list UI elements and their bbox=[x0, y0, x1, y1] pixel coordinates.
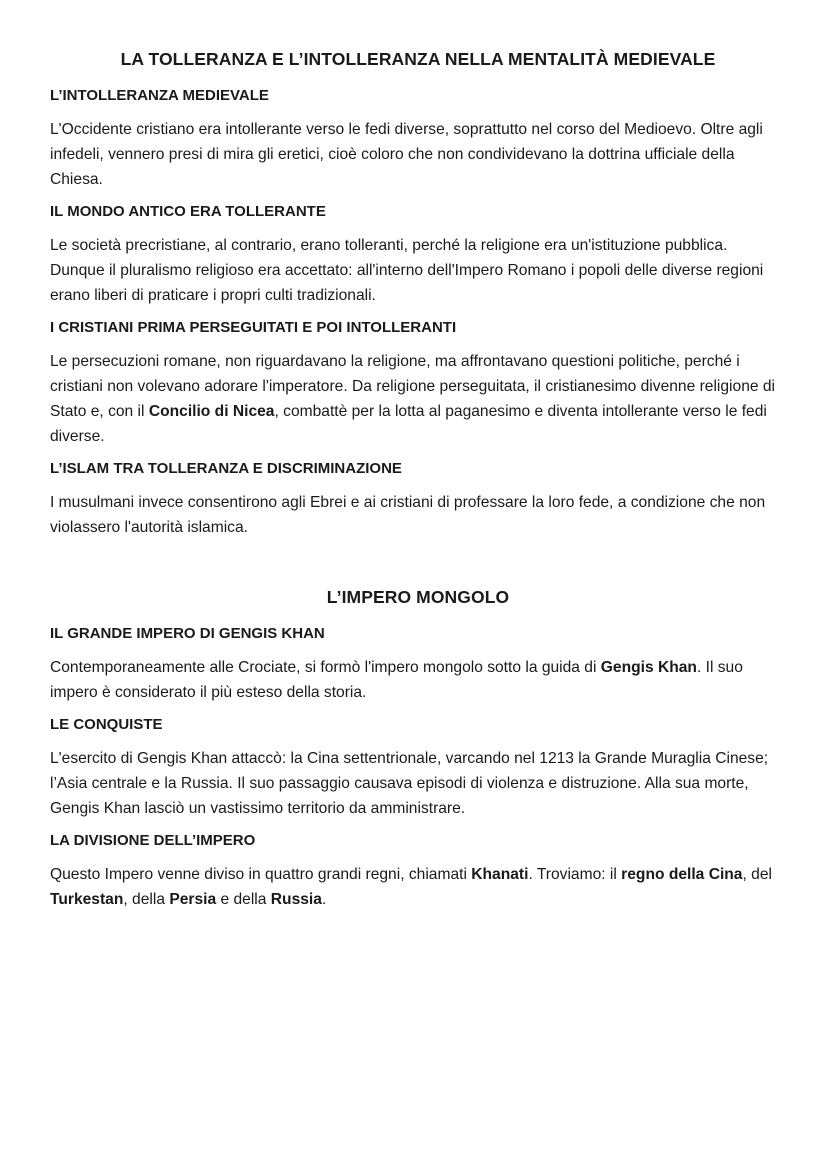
document-page bbox=[50, 48, 786, 922]
bold-term: Concilio di Nicea bbox=[148, 403, 275, 420]
document-title: LA TOLLERANZA E L’INTOLLERANZA NELLA MENTALITÀ MEDIEVALE bbox=[120, 49, 716, 69]
text-run: . bbox=[321, 891, 327, 908]
section-heading-mondo-antico: IL MONDO ANTICO ERA TOLLERANTE bbox=[50, 203, 326, 220]
section-heading-divisione: LA DIVISIONE DELL’IMPERO bbox=[50, 832, 256, 849]
bold-term: Gengis Khan bbox=[600, 659, 697, 676]
paragraph-mondo-antico: Le società precristiane, al contrario, erano tolleranti, perché la religione era un'istituzione pubblica. Dunque il pluralismo religioso era accettato: all'interno dell'Impero Romano i popoli delle diverse regioni erano liberi di praticare i propri culti tradizionali. bbox=[50, 237, 764, 304]
bold-term: Persia bbox=[169, 891, 217, 908]
section-heading-islam: L’ISLAM TRA TOLLERANZA E DISCRIMINAZIONE bbox=[50, 460, 402, 477]
paragraph-cristiani bbox=[50, 349, 786, 449]
section-heading-intolleranza: L’INTOLLERANZA MEDIEVALE bbox=[50, 87, 269, 104]
text-run: , combattè per la lotta al paganesimo e diventa intollerante verso le fedi diverse. bbox=[50, 403, 767, 445]
paragraph-islam: I musulmani invece consentirono agli Ebrei e ai cristiani di professare la loro fede, a condizione che non violassero l'autorità islamica. bbox=[50, 494, 766, 536]
document-title-mongolo: L’IMPERO MONGOLO bbox=[326, 587, 510, 607]
text-run: , del bbox=[742, 866, 772, 883]
paragraph-gengis-khan bbox=[50, 655, 786, 705]
section-heading-conquiste: LE CONQUISTE bbox=[50, 716, 163, 733]
bold-term: Turkestan bbox=[50, 891, 124, 908]
bold-term: Khanati bbox=[471, 866, 529, 883]
text-run: Le persecuzioni romane, non riguardavano la religione, ma affrontavano questioni politiche, perché i cristiani non volevano adorare l'imperatore. Da religione perseguitata, il cristianesimo divenne religione di Stato e, con il bbox=[50, 353, 776, 420]
paragraph-divisione bbox=[50, 862, 786, 912]
text-run: . Il suo impero è considerato il più esteso della storia. bbox=[50, 659, 743, 701]
text-run: e della bbox=[216, 891, 271, 908]
bold-term: regno della Cina bbox=[621, 866, 743, 883]
text-run: , della bbox=[123, 891, 170, 908]
bold-term: Russia bbox=[270, 891, 322, 908]
section-heading-cristiani: I CRISTIANI PRIMA PERSEGUITATI E POI INTOLLERANTI bbox=[50, 319, 457, 336]
text-run: . Troviamo: il bbox=[528, 866, 622, 883]
paragraph-intolleranza: L'Occidente cristiano era intollerante verso le fedi diverse, soprattutto nel corso del Medioevo. Oltre agli infedeli, vennero presi di mira gli eretici, cioè coloro che non condividevano la dottrina ufficiale della Chiesa. bbox=[50, 121, 763, 188]
paragraph-conquiste: L'esercito di Gengis Khan attaccò: la Cina settentrionale, varcando nel 1213 la Grande Muraglia Cinese; l’Asia centrale e la Russia. Il suo passaggio causava episodi di violenza e distruzione. Alla sua morte, Gengis Khan lasciò un vastissimo territorio da amministrare. bbox=[50, 750, 769, 817]
section-heading-gengis-khan: IL GRANDE IMPERO DI GENGIS KHAN bbox=[50, 625, 325, 642]
text-run: Questo Impero venne diviso in quattro grandi regni, chiamati bbox=[50, 866, 472, 883]
text-run: Contemporaneamente alle Crociate, si formò l'impero mongolo sotto la guida di bbox=[50, 659, 601, 676]
